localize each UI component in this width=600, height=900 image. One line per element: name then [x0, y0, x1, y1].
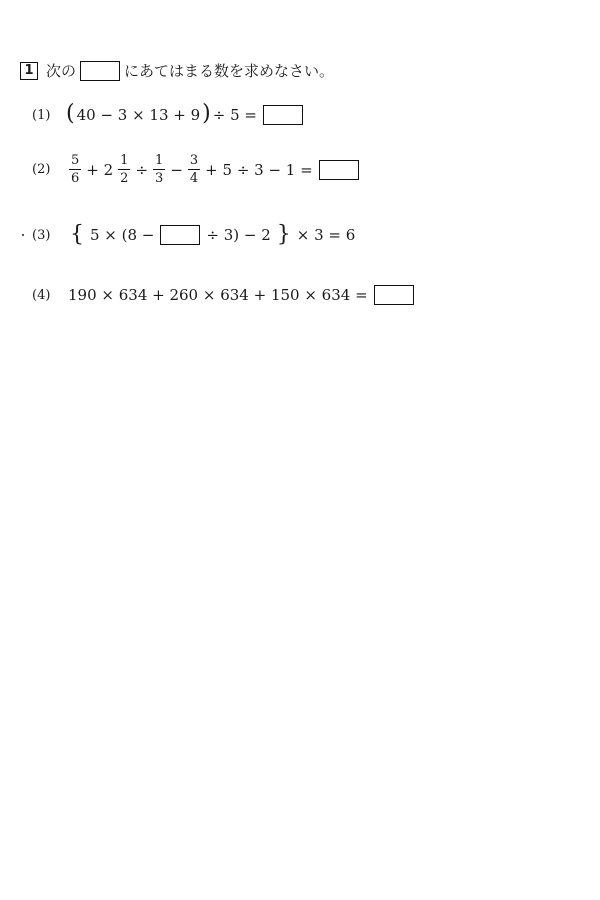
expression-tail: + 5 ÷ 3 − 1 = — [205, 160, 313, 179]
problem-2 — [32, 154, 363, 185]
denominator: 6 — [71, 171, 80, 186]
answer-blank[interactable] — [160, 225, 200, 245]
problem-expression — [66, 285, 418, 305]
fraction — [188, 154, 200, 185]
expression-tail: ÷ 5 = — [212, 106, 257, 124]
problem-expression — [66, 154, 363, 185]
fraction — [69, 154, 81, 185]
denominator: 2 — [120, 171, 129, 186]
answer-blank[interactable] — [263, 105, 303, 125]
answer-blank[interactable] — [319, 160, 359, 180]
operator: + 2 — [86, 160, 114, 179]
open-paren: ( — [66, 101, 75, 126]
instruction-text-before: 次の — [46, 62, 77, 80]
problem-label: (2) — [32, 162, 51, 177]
expression-tail: × 3 = 6 — [296, 226, 356, 244]
instruction-text-after: にあてはまる数を求めなさい。 — [124, 62, 335, 80]
denominator: 4 — [189, 171, 199, 186]
fraction — [118, 154, 130, 185]
denominator: 3 — [155, 171, 164, 186]
problem-expression — [66, 101, 307, 126]
numerator: 1 — [120, 153, 129, 168]
numerator: 5 — [71, 153, 80, 168]
question-number-box: 1 — [20, 62, 38, 80]
problem-label: (1) — [32, 107, 51, 123]
answer-blank[interactable] — [374, 285, 414, 305]
operator: ÷ — [135, 160, 149, 179]
expression-body: 190 × 634 + 260 × 634 + 150 × 634 = — [68, 286, 368, 304]
problem-expression — [66, 224, 357, 246]
fraction — [153, 154, 165, 185]
stray-dot — [22, 234, 24, 236]
right-brace: } — [276, 222, 291, 247]
answer-blank-example — [80, 61, 120, 81]
problem-label: (3) — [32, 227, 51, 243]
numerator: 3 — [189, 153, 199, 168]
operator: − — [170, 160, 183, 179]
numerator: 1 — [155, 153, 164, 168]
left-brace: { — [70, 222, 84, 247]
expression-part-2: ÷ 3) − 2 — [206, 226, 271, 244]
problem-label: (4) — [32, 287, 51, 303]
problem-1 — [32, 101, 307, 126]
problem-3 — [32, 224, 357, 246]
expression-body: 40 − 3 × 13 + 9 — [76, 106, 201, 124]
expression-part-1: 5 × (8 − — [90, 226, 155, 244]
question-header — [20, 60, 334, 81]
problem-4 — [32, 285, 418, 305]
close-paren: ) — [202, 101, 211, 126]
